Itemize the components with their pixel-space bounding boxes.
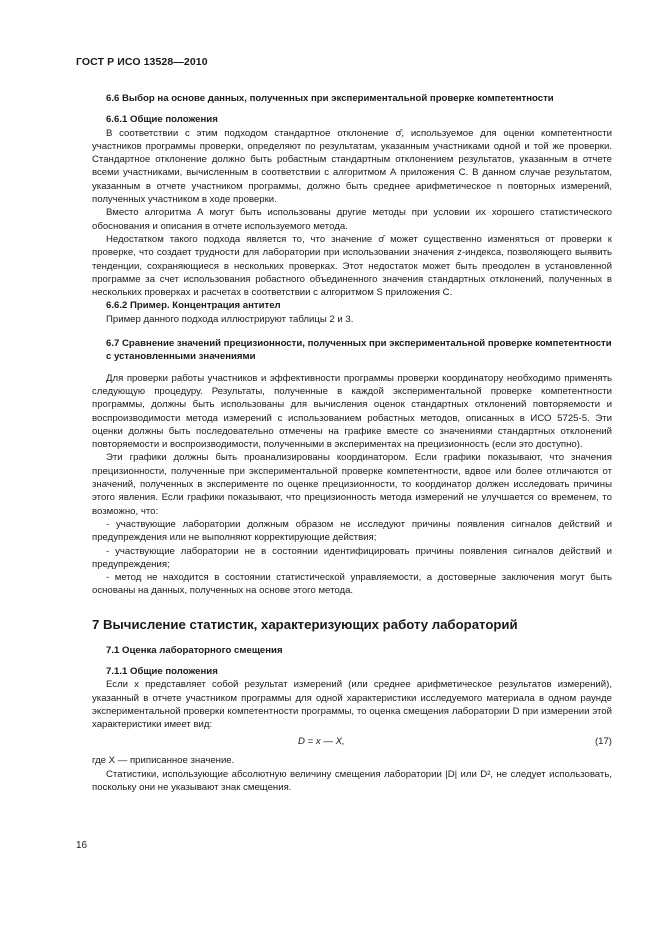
paragraph: Статистики, использующие абсолютную величину смещения лаборатории |D| или D², не следует использовать, поскольку они не указывают знак смещения. [92,768,612,794]
formula: D = x — X, [298,736,345,748]
list-item: - участвующие лаборатории не в состоянии идентифицировать причины появления сигналов действий и предупреждения; [92,545,612,570]
page-number: 16 [76,840,88,851]
document-body [92,92,612,794]
equation-number: (17) [594,736,612,748]
chapter-7-title: 7 Вычисление статистик, характеризующих работу лабораторий [92,616,518,632]
list-item: - участвующие лаборатории должным образом не исследуют причины появления сигналов действий и предупреждения или не выполняют корректирующие действия; [92,518,612,544]
formula-row [92,735,612,749]
paragraph: Если x представляет собой результат измерений (или среднее арифметическое результатов измерений), указанный в отчете участником программы для одной характеристики исследуемого материала в одном раунде экспериментальной проверки компетентности программы, то оценка смещения лаборатории D при измерении этой характеристики имеет вид: [92,679,612,731]
section-6-6-title: 6.6 Выбор на основе данных, полученных при экспериментальной проверке компетентности [106,93,554,104]
section-6-6-1-title: 6.6.1 Общие положения [106,114,218,126]
paragraph: Эти графики должны быть проанализированы координатором. Если графики показывают, что значения прецизионности, полученные при экспериментальной проверке компетентности, вдвое или более отличаются от значений, полученных в эксперименте по оценке прецизионности, то координатор должен исследовать причины этого явления. Если графики показывают, что прецизионность метода измерений не улучшается со временем, то возможно, что: [92,452,612,517]
list-item: - метод не находится в состоянии статистической управляемости, а достоверные заключения могут быть основаны на данных, полученных на основе этого метода. [92,572,612,597]
paragraph: В соответствии с этим подходом стандартное отклонение σ̂, используемое для оценки компетентности участников программы проверки, определяют по результатам, указанным участниками одной и той же проверки. Стандартное отклонение должно быть робастным стандартным отклонением результатов, указанным в отчете всеми участниками, вычисленным в соответствии с алгоритмом А приложения С. В данном случае результатом, указанным в отчете участником программы, должно быть среднее арифметическое n повторных измерений, полученных участником в ходе проверки. [92,127,612,206]
section-6-6-2-title: 6.6.2 Пример. Концентрация антител [106,300,281,312]
document-header: ГОСТ Р ИСО 13528—2010 [76,56,208,68]
paragraph: Пример данного подхода иллюстрируют таблицы 2 и 3. [106,313,354,325]
section-6-7-title: 6.7 Сравнение значений прецизионности, полученных при экспериментальной проверке компетентности с установленными значениями [106,338,612,363]
section-7-1-1-title: 7.1.1 Общие положения [106,665,218,677]
section-7-1-title: 7.1 Оценка лабораторного смещения [106,644,283,656]
paragraph: Вместо алгоритма А могут быть использованы другие методы при условии их хорошего статистического обоснования и описания в отчете используемого метода. [92,207,612,232]
paragraph: Недостатком такого подхода является то, что значение σ̂ может существенно изменяться от проверки к проверке, что создает трудности для лаборатории при использовании значения z-индекса, позволяющего выявить тенденции, сохраняющиеся в нескольких проверках. Этот недостаток может быть преодолен в установленной программе за счет использования робастного объединенного значения стандартных отклонений, полученных в нескольких проверках и расчетах в соответствии с алгоритмом S приложения С. [92,233,612,299]
paragraph: где X — приписанное значение. [92,755,235,767]
paragraph: Для проверки работы участников и эффективности программы проверки координатору необходимо применять следующую процедуру. Результаты, полученные в каждой экспериментальной проверке компетентности программы, должны быть использованы для вычисления оценок стандартных отклонений повторяемости и воспроизводимости метода измерений с использованием робастных методов, описанных в ИСО 5725-5. Эти оценки должны быть последовательно отмечены на графике вместе со значениями стандартных отклонений повторяемости и воспроизводимости, полученными в экспериментах на прецизионность (если это доступно). [92,372,612,451]
